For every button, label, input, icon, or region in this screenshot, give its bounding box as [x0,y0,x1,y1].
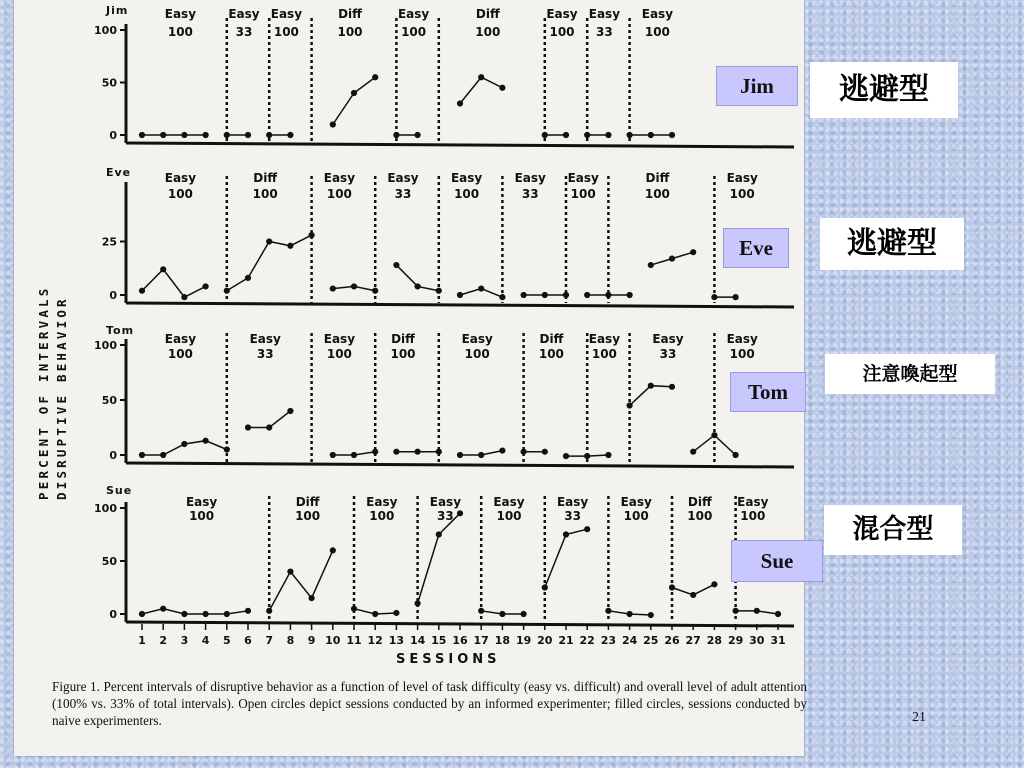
phase-attention: 100 [326,347,352,361]
data-point [648,132,653,137]
data-point [500,85,505,90]
y-tick-label: 0 [109,289,117,302]
phase-attention: 33 [659,347,677,361]
phase-label: Diff [338,7,362,21]
x-tick-label: 11 [346,634,362,647]
data-point [330,452,335,457]
data-point [288,408,293,413]
phase-attention: 33 [596,25,613,39]
phase-attention: 100 [591,347,617,361]
phase-label: Easy [164,7,197,21]
x-tick-label: 9 [307,634,316,647]
function-type-eve: 逃避型 [820,218,964,270]
data-point [373,288,378,293]
data-point [648,383,653,388]
phase-attention: 100 [401,25,427,39]
phase-label: Easy [546,7,578,21]
phase-label: Easy [249,332,281,346]
data-point [330,122,335,127]
data-point [373,449,378,454]
data-point [330,548,335,553]
data-point [182,611,187,616]
phase-label: Easy [567,171,599,185]
x-tick-label: 2 [159,634,168,647]
figure-panel [14,0,807,756]
data-point [351,452,356,457]
data-point [500,448,505,453]
data-point [542,292,547,297]
data-point [373,75,378,80]
figure-caption: Figure 1. Percent intervals of disruptive behavior as a function of level of task difficulty (easy vs. difficult) and overall level of adult attention (100% vs. 33% of total intervals). Open circles depict sessions conducted by an informed experimenter; filled circles, sessions conducted by naive experimenters. [52,679,807,728]
data-point [479,608,484,613]
data-point [394,132,399,137]
data-point [606,452,611,457]
data-point [627,132,632,137]
data-point [627,292,632,297]
data-point [245,608,250,613]
participant-label-jim: Jim [716,66,798,106]
data-point [203,438,208,443]
phase-attention: 100 [496,509,522,523]
x-tick-label: 12 [367,634,383,647]
phase-label: Easy [461,332,493,346]
x-tick-label: 7 [265,634,274,647]
phase-attention: 33 [521,187,539,201]
data-point [139,288,144,293]
data-point [309,232,314,237]
phase-label: Easy [429,495,462,509]
data-point [754,608,759,613]
phase-label: Easy [514,171,546,185]
data-point [267,239,272,244]
phase-attention: 100 [549,25,575,39]
panel-name: Sue [106,484,133,497]
x-tick-label: 31 [770,634,786,647]
phase-attention: 100 [454,187,480,201]
phase-attention: 100 [623,509,649,523]
phase-attention: 100 [390,347,416,361]
data-point [351,284,356,289]
data-point [267,132,272,137]
participant-label-sue: Sue [731,540,823,582]
data-point [182,441,187,446]
x-tick-label: 1 [138,634,146,647]
data-point [139,132,144,137]
data-point [394,610,399,615]
data-point [479,286,484,291]
x-tick-label: 14 [409,634,426,647]
x-tick-label: 19 [515,634,532,647]
x-tick-label: 17 [473,634,489,647]
data-point [182,295,187,300]
data-point [245,275,250,280]
data-point [648,262,653,267]
participant-label-eve: Eve [723,228,789,268]
phase-attention: 100 [167,187,193,201]
data-point [267,608,272,613]
y-axis-title [36,285,69,500]
phase-label: Easy [620,495,652,509]
data-point [288,132,293,137]
panel-name: Jim [106,4,129,17]
data-point [500,611,505,616]
data-point [733,452,738,457]
x-axis-title: SESSIONS [396,652,501,667]
function-type-sue: 混合型 [824,505,962,555]
data-point [203,284,208,289]
panel-name: Eve [106,166,132,179]
data-point [224,132,229,137]
phase-attention: 100 [273,25,299,39]
function-type-tom: 注意喚起型 [825,354,995,394]
phase-attention: 100 [687,509,713,523]
data-point [563,132,568,137]
data-point [351,90,356,95]
y-tick-label: 50 [101,76,117,90]
x-tick-label: 10 [325,634,341,647]
data-point [542,585,547,590]
x-tick-label: 23 [600,634,617,647]
phase-attention: 33 [235,25,253,39]
phase-attention: 100 [729,347,755,361]
x-tick-label: 18 [494,634,511,647]
data-point [245,132,250,137]
data-point [500,295,505,300]
data-point [288,243,293,248]
phase-label: Easy [185,495,218,509]
phase-attention: 100 [167,347,193,361]
phase-attention: 100 [729,187,755,201]
data-point [479,452,484,457]
y-tick-label: 50 [101,394,117,407]
panel-tom [94,324,794,467]
phase-label: Easy [588,332,621,346]
phase-label: Easy [366,495,398,509]
data-point [224,288,229,293]
y-tick-label: 0 [109,449,117,462]
phase-label: Easy [493,495,525,509]
phase-label: Easy [556,495,589,509]
phase-label: Easy [641,7,674,21]
phase-attention: 100 [337,25,363,39]
phase-label: Diff [253,171,278,185]
data-point [309,596,314,601]
phase-attention: 100 [644,25,670,39]
data-point [733,608,738,613]
x-tick-label: 13 [388,634,405,647]
phase-label: Easy [164,171,197,185]
data-point [394,262,399,267]
data-point [521,611,526,616]
data-point [288,569,293,574]
x-tick-label: 29 [727,634,744,647]
y-tick-label: 25 [101,235,117,249]
x-axis [126,143,794,147]
data-point [648,612,653,617]
data-point [182,132,187,137]
phase-attention: 100 [644,187,670,201]
x-tick-label: 27 [685,634,701,647]
phase-label: Easy [270,7,303,21]
data-point [542,449,547,454]
phase-label: Easy [450,171,483,185]
phase-attention: 100 [740,509,766,523]
data-point [585,292,590,297]
data-point [161,606,166,611]
phase-label: Diff [295,495,320,509]
phase-label: Easy [397,7,430,21]
participant-label-tom: Tom [730,372,806,412]
phase-label: Diff [475,7,500,21]
phase-attention: 100 [167,25,193,39]
data-point [161,452,166,457]
phase-attention: 100 [189,509,215,523]
data-point [585,132,590,137]
data-point [203,611,208,616]
data-point [775,611,780,616]
data-point [585,527,590,532]
data-point [712,433,717,438]
data-point [521,292,526,297]
data-point [457,511,462,516]
data-point [415,284,420,289]
data-point [606,132,611,137]
data-point [436,532,441,537]
phase-attention: 100 [538,347,564,361]
phase-label: Diff [687,495,712,509]
phase-attention: 33 [256,347,274,361]
x-tick-label: 4 [201,634,210,647]
y-tick-label: 0 [109,129,117,142]
series-line [142,609,248,614]
data-point [161,267,166,272]
y-axis-title-line-1: PERCENT OF INTERVALS [36,285,51,500]
data-point [563,454,568,459]
data-point [563,532,568,537]
data-point [161,132,166,137]
x-tick-label: 20 [537,634,553,647]
data-point [457,101,462,106]
data-point [712,582,717,587]
x-tick-label: 24 [621,634,638,647]
phase-label: Easy [323,171,356,185]
series-line [545,529,587,587]
multiple-baseline-chart [14,0,804,680]
y-tick-label: 50 [101,555,117,568]
data-point [415,449,420,454]
series-line [333,77,375,124]
phase-attention: 100 [570,187,596,201]
series-line [142,269,206,297]
data-point [203,132,208,137]
page-number: 21 [912,710,926,725]
panel-sue [94,484,794,626]
data-point [415,601,420,606]
x-tick-label: 6 [244,634,252,647]
phase-attention: 100 [252,187,278,201]
data-point [521,449,526,454]
phase-label: Easy [228,7,260,21]
phase-attention: 100 [295,509,321,523]
data-point [669,256,674,261]
data-point [267,425,272,430]
phase-label: Easy [588,7,621,21]
data-point [394,449,399,454]
data-point [351,606,356,611]
data-point [606,608,611,613]
series-line [269,550,333,610]
data-point [585,454,590,459]
data-point [627,611,632,616]
x-axis [126,303,794,307]
data-point [691,250,696,255]
y-tick-label: 100 [94,339,117,352]
data-point [436,288,441,293]
y-tick-label: 100 [94,502,117,515]
panel-eve [102,166,794,307]
data-point [224,447,229,452]
series-line [418,513,460,603]
data-point [436,449,441,454]
phase-label: Diff [645,171,670,185]
x-tick-label: 3 [180,634,189,647]
data-point [733,295,738,300]
phase-attention: 33 [394,187,412,201]
phase-attention: 100 [326,187,352,201]
data-point [691,592,696,597]
phase-label: Diff [391,332,415,346]
panel-jim [94,4,794,147]
panel-name: Tom [106,324,135,337]
data-point [224,611,229,616]
data-point [457,452,462,457]
data-point [479,75,484,80]
x-tick-label: 21 [558,634,574,647]
x-tick-label: 25 [643,634,659,647]
x-axis [126,463,794,467]
x-tick-label: 8 [286,634,295,647]
x-tick-label: 28 [706,634,723,647]
x-tick-label: 5 [222,634,231,647]
x-tick-label: 22 [579,634,595,647]
data-point [606,292,611,297]
phase-label: Easy [737,495,769,509]
data-point [712,295,717,300]
phase-attention: 33 [437,509,454,523]
y-tick-label: 100 [94,24,117,37]
data-point [542,132,547,137]
data-point [627,403,632,408]
data-point [245,425,250,430]
y-tick-label: 0 [109,608,117,621]
function-type-jim: 逃避型 [810,62,958,118]
phase-label: Easy [652,332,684,346]
x-tick-label: 15 [431,634,447,647]
phase-label: Easy [726,332,758,346]
phase-label: Easy [164,332,197,346]
data-point [691,449,696,454]
data-point [415,132,420,137]
phase-label: Easy [387,171,419,185]
data-point [669,384,674,389]
phase-label: Diff [539,332,564,346]
x-tick-label: 30 [749,634,765,647]
data-point [669,132,674,137]
data-point [373,611,378,616]
x-tick-label: 16 [452,634,468,647]
data-point [669,585,674,590]
series-line [460,77,502,103]
y-axis-title-line-2: DISRUPTIVE BEHAVIOR [54,296,69,500]
data-point [139,452,144,457]
phase-attention: 100 [369,509,395,523]
phase-attention: 100 [475,25,501,39]
x-tick-label: 26 [664,634,680,647]
data-point [563,292,568,297]
phase-label: Easy [323,332,356,346]
data-point [457,292,462,297]
phase-attention: 33 [564,509,581,523]
data-point [139,611,144,616]
phase-label: Easy [726,171,758,185]
phase-attention: 100 [464,347,490,361]
data-point [330,286,335,291]
